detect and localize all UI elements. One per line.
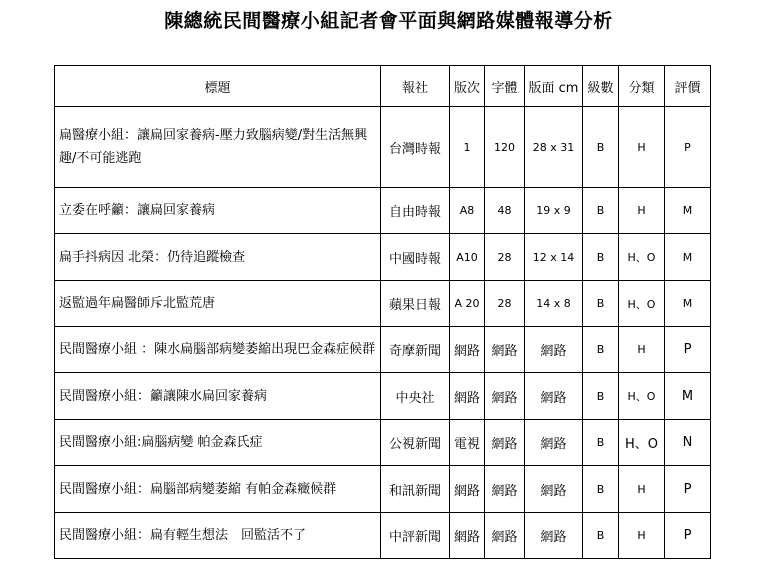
cell-newspaper: 蘋果日報 xyxy=(381,281,450,327)
cell-title: 扁醫療小組：讓扁回家養病-壓力致腦病變/對生活無興趣/不可能逃跑 xyxy=(55,107,381,188)
header-row xyxy=(55,66,711,107)
cell-category: H xyxy=(619,107,665,188)
cell-layout-cm: 網路 xyxy=(525,327,583,373)
cell-edition: A8 xyxy=(450,188,485,234)
cell-rating: M xyxy=(665,281,711,327)
page-title: 陳總統民間醫療小組記者會平面與網路媒體報導分析 xyxy=(164,10,613,32)
cell-rating: P xyxy=(665,513,711,559)
cell-grade: B xyxy=(583,107,619,188)
cell-font-size: 網路 xyxy=(485,373,525,420)
cell-grade: B xyxy=(583,466,619,513)
header-rating: 評價 xyxy=(665,66,711,107)
cell-title: 返監過年扁醫師斥北監荒唐 xyxy=(55,281,381,327)
cell-layout-cm: 網路 xyxy=(525,513,583,559)
table-row xyxy=(55,373,711,420)
cell-font-size: 網路 xyxy=(485,420,525,466)
cell-font-size: 28 xyxy=(485,281,525,327)
cell-layout-cm: 19 x 9 xyxy=(525,188,583,234)
cell-title: 民間醫療小組：籲讓陳水扁回家養病 xyxy=(55,373,381,420)
cell-grade: B xyxy=(583,281,619,327)
cell-edition: A10 xyxy=(450,234,485,281)
cell-layout-cm: 網路 xyxy=(525,466,583,513)
cell-grade: B xyxy=(583,234,619,281)
cell-rating: P xyxy=(665,107,711,188)
table-row xyxy=(55,234,711,281)
cell-rating: M xyxy=(665,188,711,234)
cell-category: H、O xyxy=(619,234,665,281)
cell-title: 立委在呼籲：讓扁回家養病 xyxy=(55,188,381,234)
header-edition: 版次 xyxy=(450,66,485,107)
header-title: 標題 xyxy=(55,66,381,107)
table-row xyxy=(55,466,711,513)
cell-category: H xyxy=(619,188,665,234)
cell-edition: 網路 xyxy=(450,373,485,420)
cell-edition: 網路 xyxy=(450,327,485,373)
cell-title: 民間醫療小組 ：陳水扁腦部病變萎縮出現巴金森症候群 xyxy=(55,327,381,373)
cell-grade: B xyxy=(583,513,619,559)
cell-newspaper: 台灣時報 xyxy=(381,107,450,188)
cell-font-size: 28 xyxy=(485,234,525,281)
table-row xyxy=(55,420,711,466)
cell-newspaper: 和訊新聞 xyxy=(381,466,450,513)
cell-category: H xyxy=(619,466,665,513)
cell-title: 民間醫療小組：扁有輕生想法 回監活不了 xyxy=(55,513,381,559)
cell-edition: 電視 xyxy=(450,420,485,466)
cell-edition: 1 xyxy=(450,107,485,188)
cell-grade: B xyxy=(583,327,619,373)
cell-font-size: 網路 xyxy=(485,327,525,373)
cell-font-size: 網路 xyxy=(485,513,525,559)
cell-category: H xyxy=(619,327,665,373)
cell-rating: M xyxy=(665,373,711,420)
header-category: 分類 xyxy=(619,66,665,107)
cell-edition: 網路 xyxy=(450,513,485,559)
cell-edition: A 20 xyxy=(450,281,485,327)
cell-grade: B xyxy=(583,188,619,234)
cell-category: H、O xyxy=(619,373,665,420)
cell-category: H xyxy=(619,513,665,559)
cell-title: 民間醫療小組:扁腦病變 帕金森氏症 xyxy=(55,420,381,466)
cell-font-size: 120 xyxy=(485,107,525,188)
cell-grade: B xyxy=(583,373,619,420)
header-font-size: 字體 xyxy=(485,66,525,107)
header-grade: 級數 xyxy=(583,66,619,107)
table-row xyxy=(55,107,711,188)
table-row xyxy=(55,281,711,327)
cell-rating: P xyxy=(665,466,711,513)
table-row xyxy=(55,513,711,559)
cell-layout-cm: 網路 xyxy=(525,373,583,420)
cell-category: H、O xyxy=(619,281,665,327)
cell-layout-cm: 14 x 8 xyxy=(525,281,583,327)
cell-newspaper: 奇摩新聞 xyxy=(381,327,450,373)
cell-grade: B xyxy=(583,420,619,466)
cell-font-size: 48 xyxy=(485,188,525,234)
header-newspaper: 報社 xyxy=(381,66,450,107)
cell-rating: P xyxy=(665,327,711,373)
cell-layout-cm: 12 x 14 xyxy=(525,234,583,281)
cell-font-size: 網路 xyxy=(485,466,525,513)
report-table xyxy=(54,65,711,559)
table-row xyxy=(55,188,711,234)
cell-title: 民間醫療小組：扁腦部病變萎縮 有帕金森癥候群 xyxy=(55,466,381,513)
header-layout-cm: 版面 cm xyxy=(525,66,583,107)
cell-layout-cm: 網路 xyxy=(525,420,583,466)
cell-newspaper: 中評新聞 xyxy=(381,513,450,559)
cell-rating: N xyxy=(665,420,711,466)
cell-newspaper: 自由時報 xyxy=(381,188,450,234)
cell-newspaper: 公視新聞 xyxy=(381,420,450,466)
cell-newspaper: 中央社 xyxy=(381,373,450,420)
cell-edition: 網路 xyxy=(450,466,485,513)
table-row xyxy=(55,327,711,373)
cell-rating: M xyxy=(665,234,711,281)
cell-layout-cm: 28 x 31 xyxy=(525,107,583,188)
cell-title: 扁手抖病因 北榮：仍待追蹤檢查 xyxy=(55,234,381,281)
cell-newspaper: 中國時報 xyxy=(381,234,450,281)
cell-category: H、O xyxy=(619,420,665,466)
